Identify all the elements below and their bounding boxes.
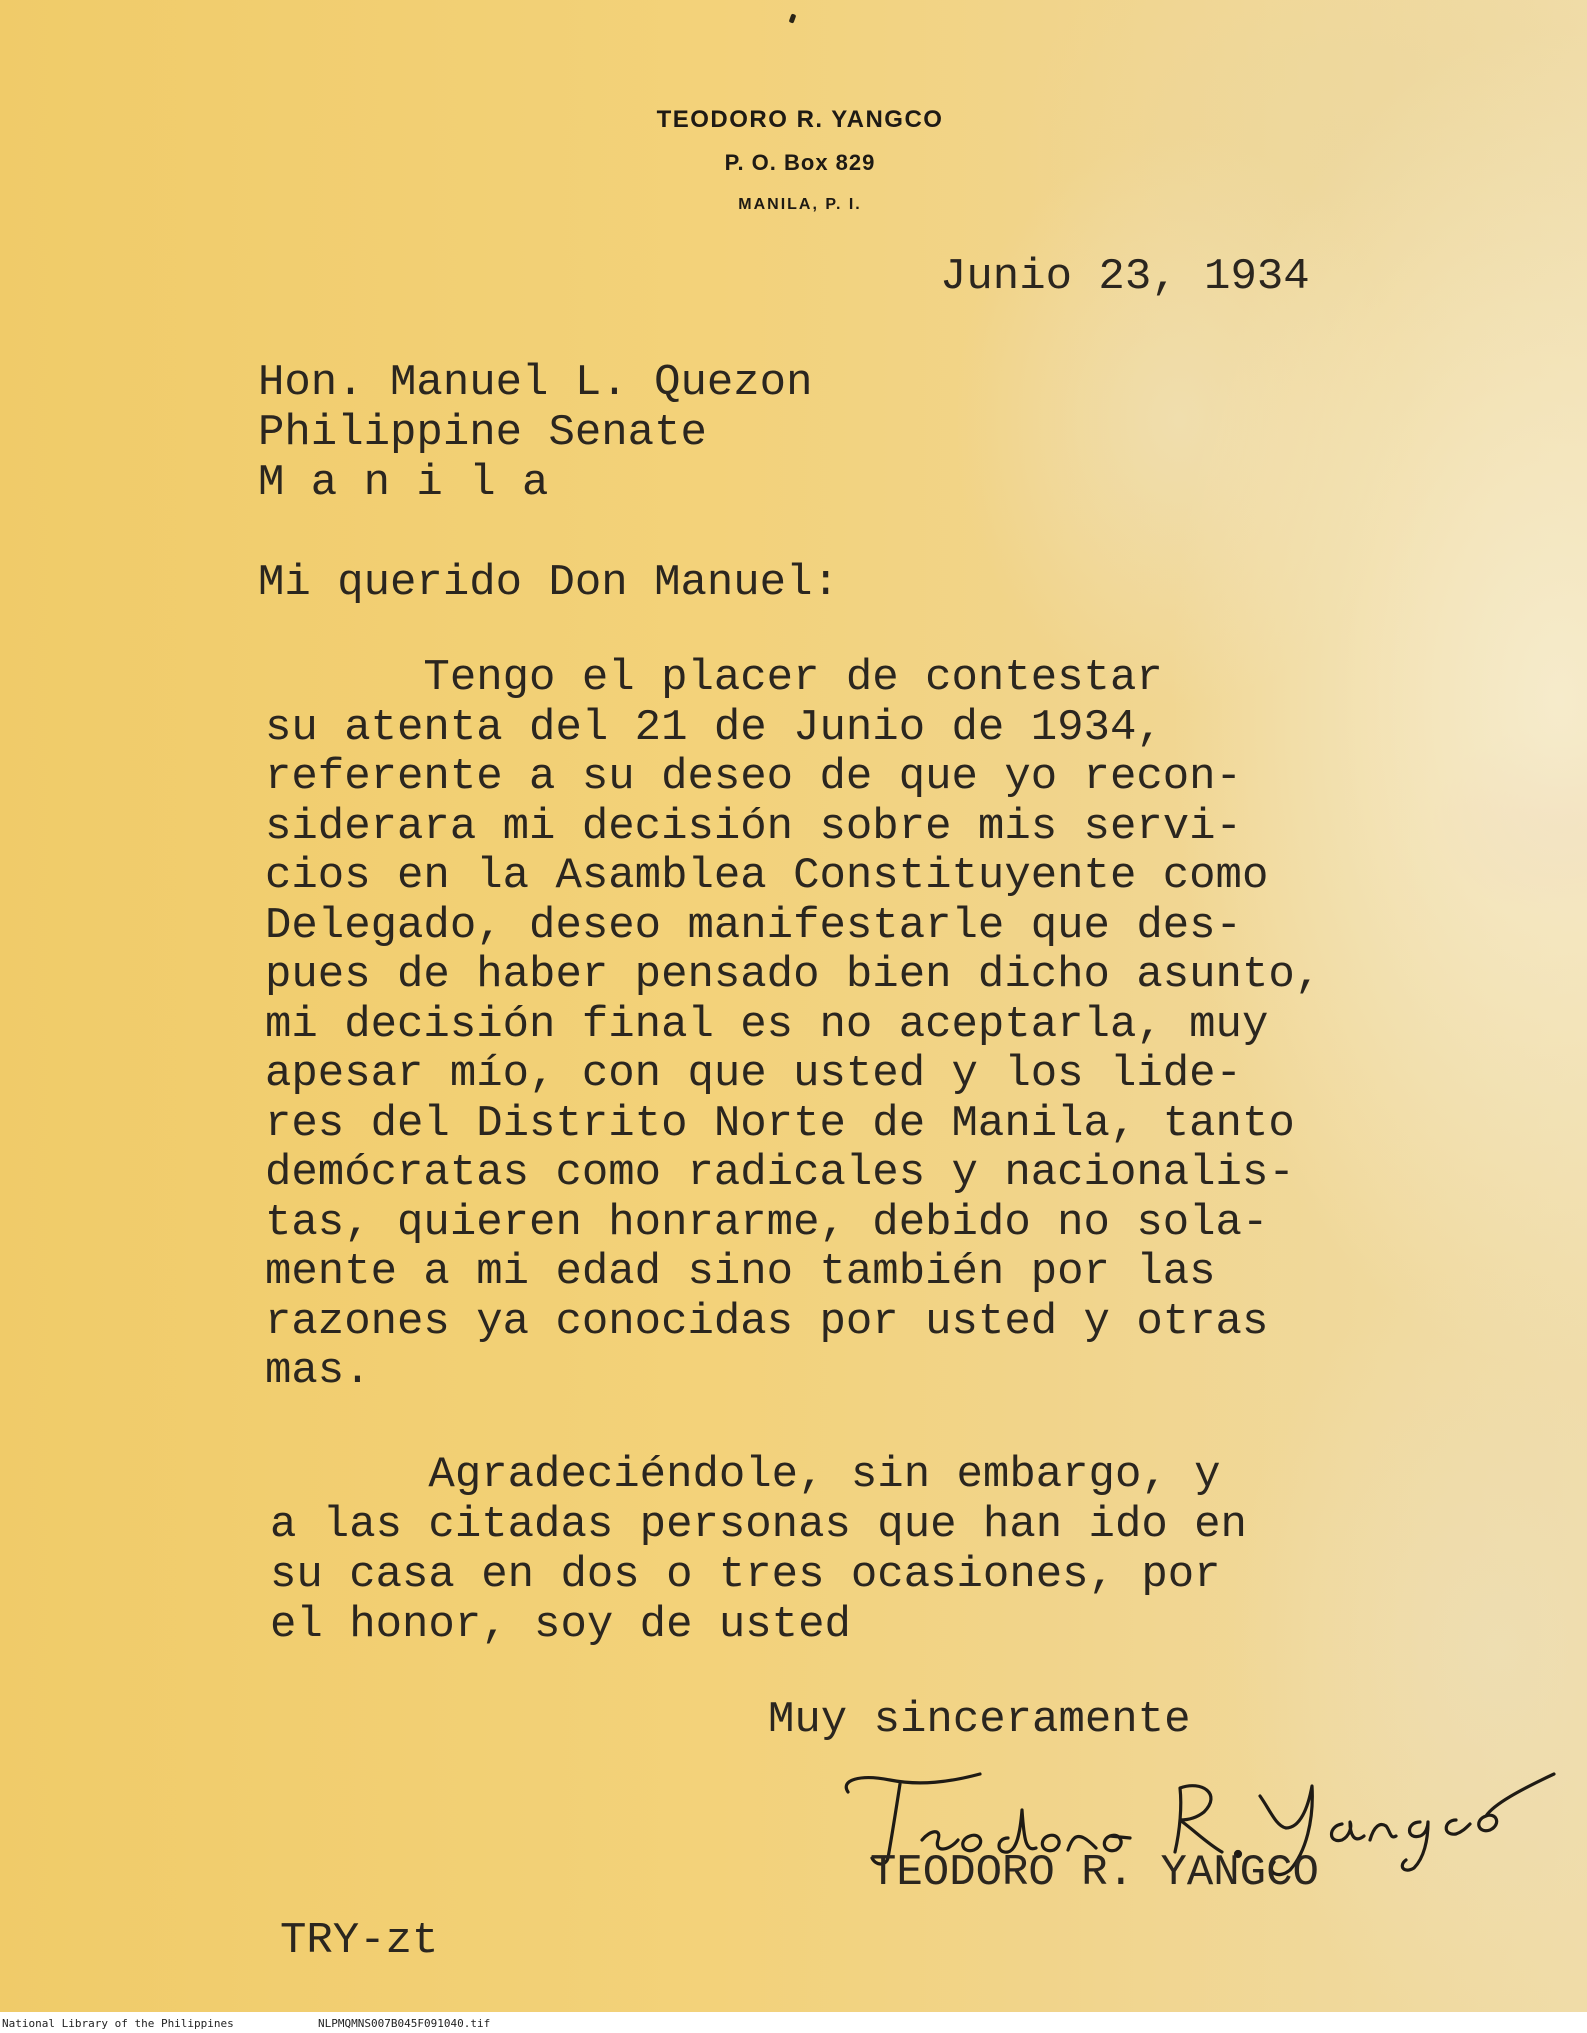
body-line: siderara mi decisión sobre mis servi- [265, 801, 1242, 852]
body-line: su atenta del 21 de Junio de 1934, [265, 702, 1163, 753]
body-line: apesar mío, con que usted y los lide- [265, 1049, 1242, 1099]
recipient-line-1: Hon. Manuel L. Quezon [258, 358, 813, 408]
archive-footer [0, 2014, 1587, 2033]
body-line: demócratas como radicales y nacionalis- [265, 1148, 1295, 1198]
typist-initials: TRY-zt [280, 1916, 439, 1966]
body-paragraph-1 [265, 654, 1321, 1397]
recipient-address [258, 358, 813, 508]
closing: Muy sinceramente [768, 1695, 1191, 1745]
footer-filename: NLPMQMNS007B045F091040.tif [318, 2017, 491, 2030]
footer-library: National Library of the Philippines [2, 2017, 234, 2030]
recipient-line-3: M a n i l a [258, 458, 549, 508]
salutation: Mi querido Don Manuel: [258, 558, 839, 608]
body-line: tas, quieren honrarme, debido no sola- [265, 1197, 1269, 1248]
recipient-line-2: Philippine Senate [258, 408, 707, 458]
body-line: el honor, soy de usted [270, 1600, 851, 1650]
body-line: razones ya conocidas por usted y otras [265, 1296, 1269, 1347]
letter-date: Junio 23, 1934 [940, 252, 1310, 302]
body-line: mente a mi edad sino también por las [265, 1247, 1216, 1297]
body-line: a las citadas personas que han ido en [270, 1500, 1247, 1550]
body-line: Agradeciéndole, sin embargo, y [270, 1450, 1221, 1500]
body-line: mas. [265, 1346, 371, 1396]
body-line: mi decisión final es no aceptarla, muy [265, 999, 1269, 1050]
body-line: res del Distrito Norte de Manila, tanto [265, 1098, 1295, 1149]
letterhead-city: MANILA, P. I. [738, 196, 862, 213]
body-line: Delegado, deseo manifestarle que des- [265, 900, 1242, 951]
signer-name: TEODORO R. YANGCO [870, 1848, 1319, 1898]
body-line: cios en la Asamblea Constituyente como [265, 851, 1269, 901]
letterhead-name: TEODORO R. YANGCO [656, 106, 944, 133]
ink-speck [789, 13, 797, 23]
body-line: su casa en dos o tres ocasiones, por [270, 1550, 1221, 1600]
body-line: pues de haber pensado bien dicho asunto, [265, 950, 1322, 1000]
letterhead-po-box: P. O. Box 829 [724, 150, 876, 175]
body-paragraph-2 [270, 1450, 1247, 1650]
body-line: Tengo el placer de contestar [265, 653, 1163, 703]
body-line: referente a su deseo de que yo recon- [265, 752, 1242, 802]
